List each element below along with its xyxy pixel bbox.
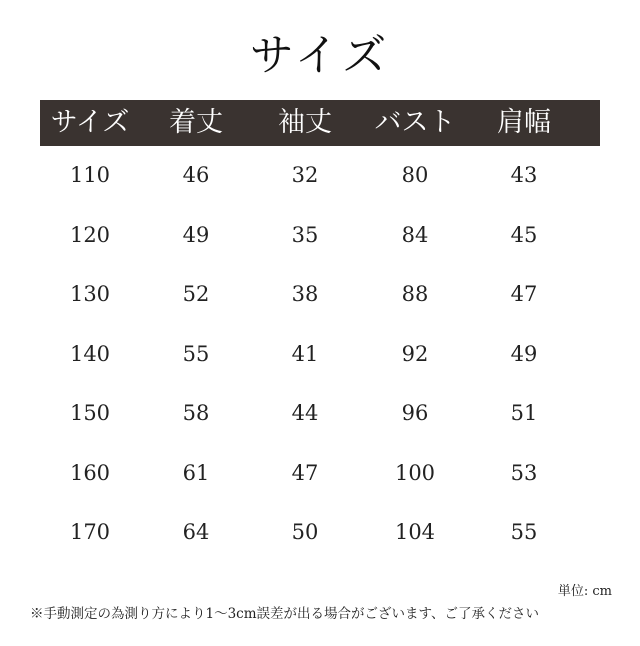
cell-shoulder: 47: [510, 282, 538, 306]
unit-label: 単位: cm: [557, 584, 612, 599]
header-length: 着丈: [169, 107, 223, 138]
cell-sleeve: 32: [291, 163, 319, 187]
cell-length: 64: [182, 520, 210, 544]
table-row: [0, 325, 640, 385]
cell-bust: 88: [401, 282, 429, 306]
cell-sleeve: 44: [291, 401, 319, 425]
cell-shoulder: 53: [510, 460, 538, 485]
cell-size: 170: [69, 520, 111, 544]
cell-sleeve: 38: [291, 282, 319, 306]
header-size: サイズ: [50, 107, 130, 138]
cell-sleeve: 47: [291, 460, 319, 485]
cell-size: 110: [69, 163, 111, 187]
cell-shoulder: 55: [510, 520, 538, 544]
cell-size: 140: [69, 341, 111, 366]
table-row: [0, 206, 640, 266]
table-row: [0, 503, 640, 563]
cell-length: 58: [182, 401, 210, 425]
cell-shoulder: 51: [510, 401, 538, 425]
size-table-body: [0, 146, 640, 563]
measurement-note: ※手動測定の為測り方により1〜3cm誤差が出る場合がございます、ご了承ください: [30, 606, 539, 622]
cell-length: 55: [182, 341, 210, 366]
header-bust: バスト: [374, 107, 456, 138]
cell-length: 49: [182, 222, 210, 247]
cell-bust: 104: [394, 520, 436, 544]
cell-bust: 80: [401, 163, 429, 187]
cell-sleeve: 50: [291, 520, 319, 544]
cell-shoulder: 45: [510, 222, 538, 247]
cell-shoulder: 43: [510, 163, 538, 187]
cell-length: 61: [182, 460, 210, 485]
table-row: [0, 444, 640, 504]
cell-shoulder: 49: [510, 341, 538, 366]
cell-sleeve: 35: [291, 222, 319, 247]
cell-length: 46: [182, 163, 210, 187]
cell-bust: 96: [401, 401, 429, 425]
cell-size: 150: [69, 401, 111, 425]
cell-size: 160: [69, 460, 111, 485]
table-row: [0, 265, 640, 325]
cell-bust: 92: [401, 341, 429, 366]
page-title: サイズ: [249, 30, 391, 81]
header-sleeve: 袖丈: [278, 107, 332, 138]
header-shoulder: 肩幅: [497, 107, 551, 138]
cell-bust: 84: [401, 222, 429, 247]
table-row: [0, 146, 640, 206]
cell-sleeve: 41: [291, 341, 319, 366]
table-row: [0, 384, 640, 444]
cell-size: 120: [69, 222, 111, 247]
cell-length: 52: [182, 282, 210, 306]
cell-size: 130: [69, 282, 111, 306]
cell-bust: 100: [394, 460, 436, 485]
size-table-header: [40, 100, 600, 146]
